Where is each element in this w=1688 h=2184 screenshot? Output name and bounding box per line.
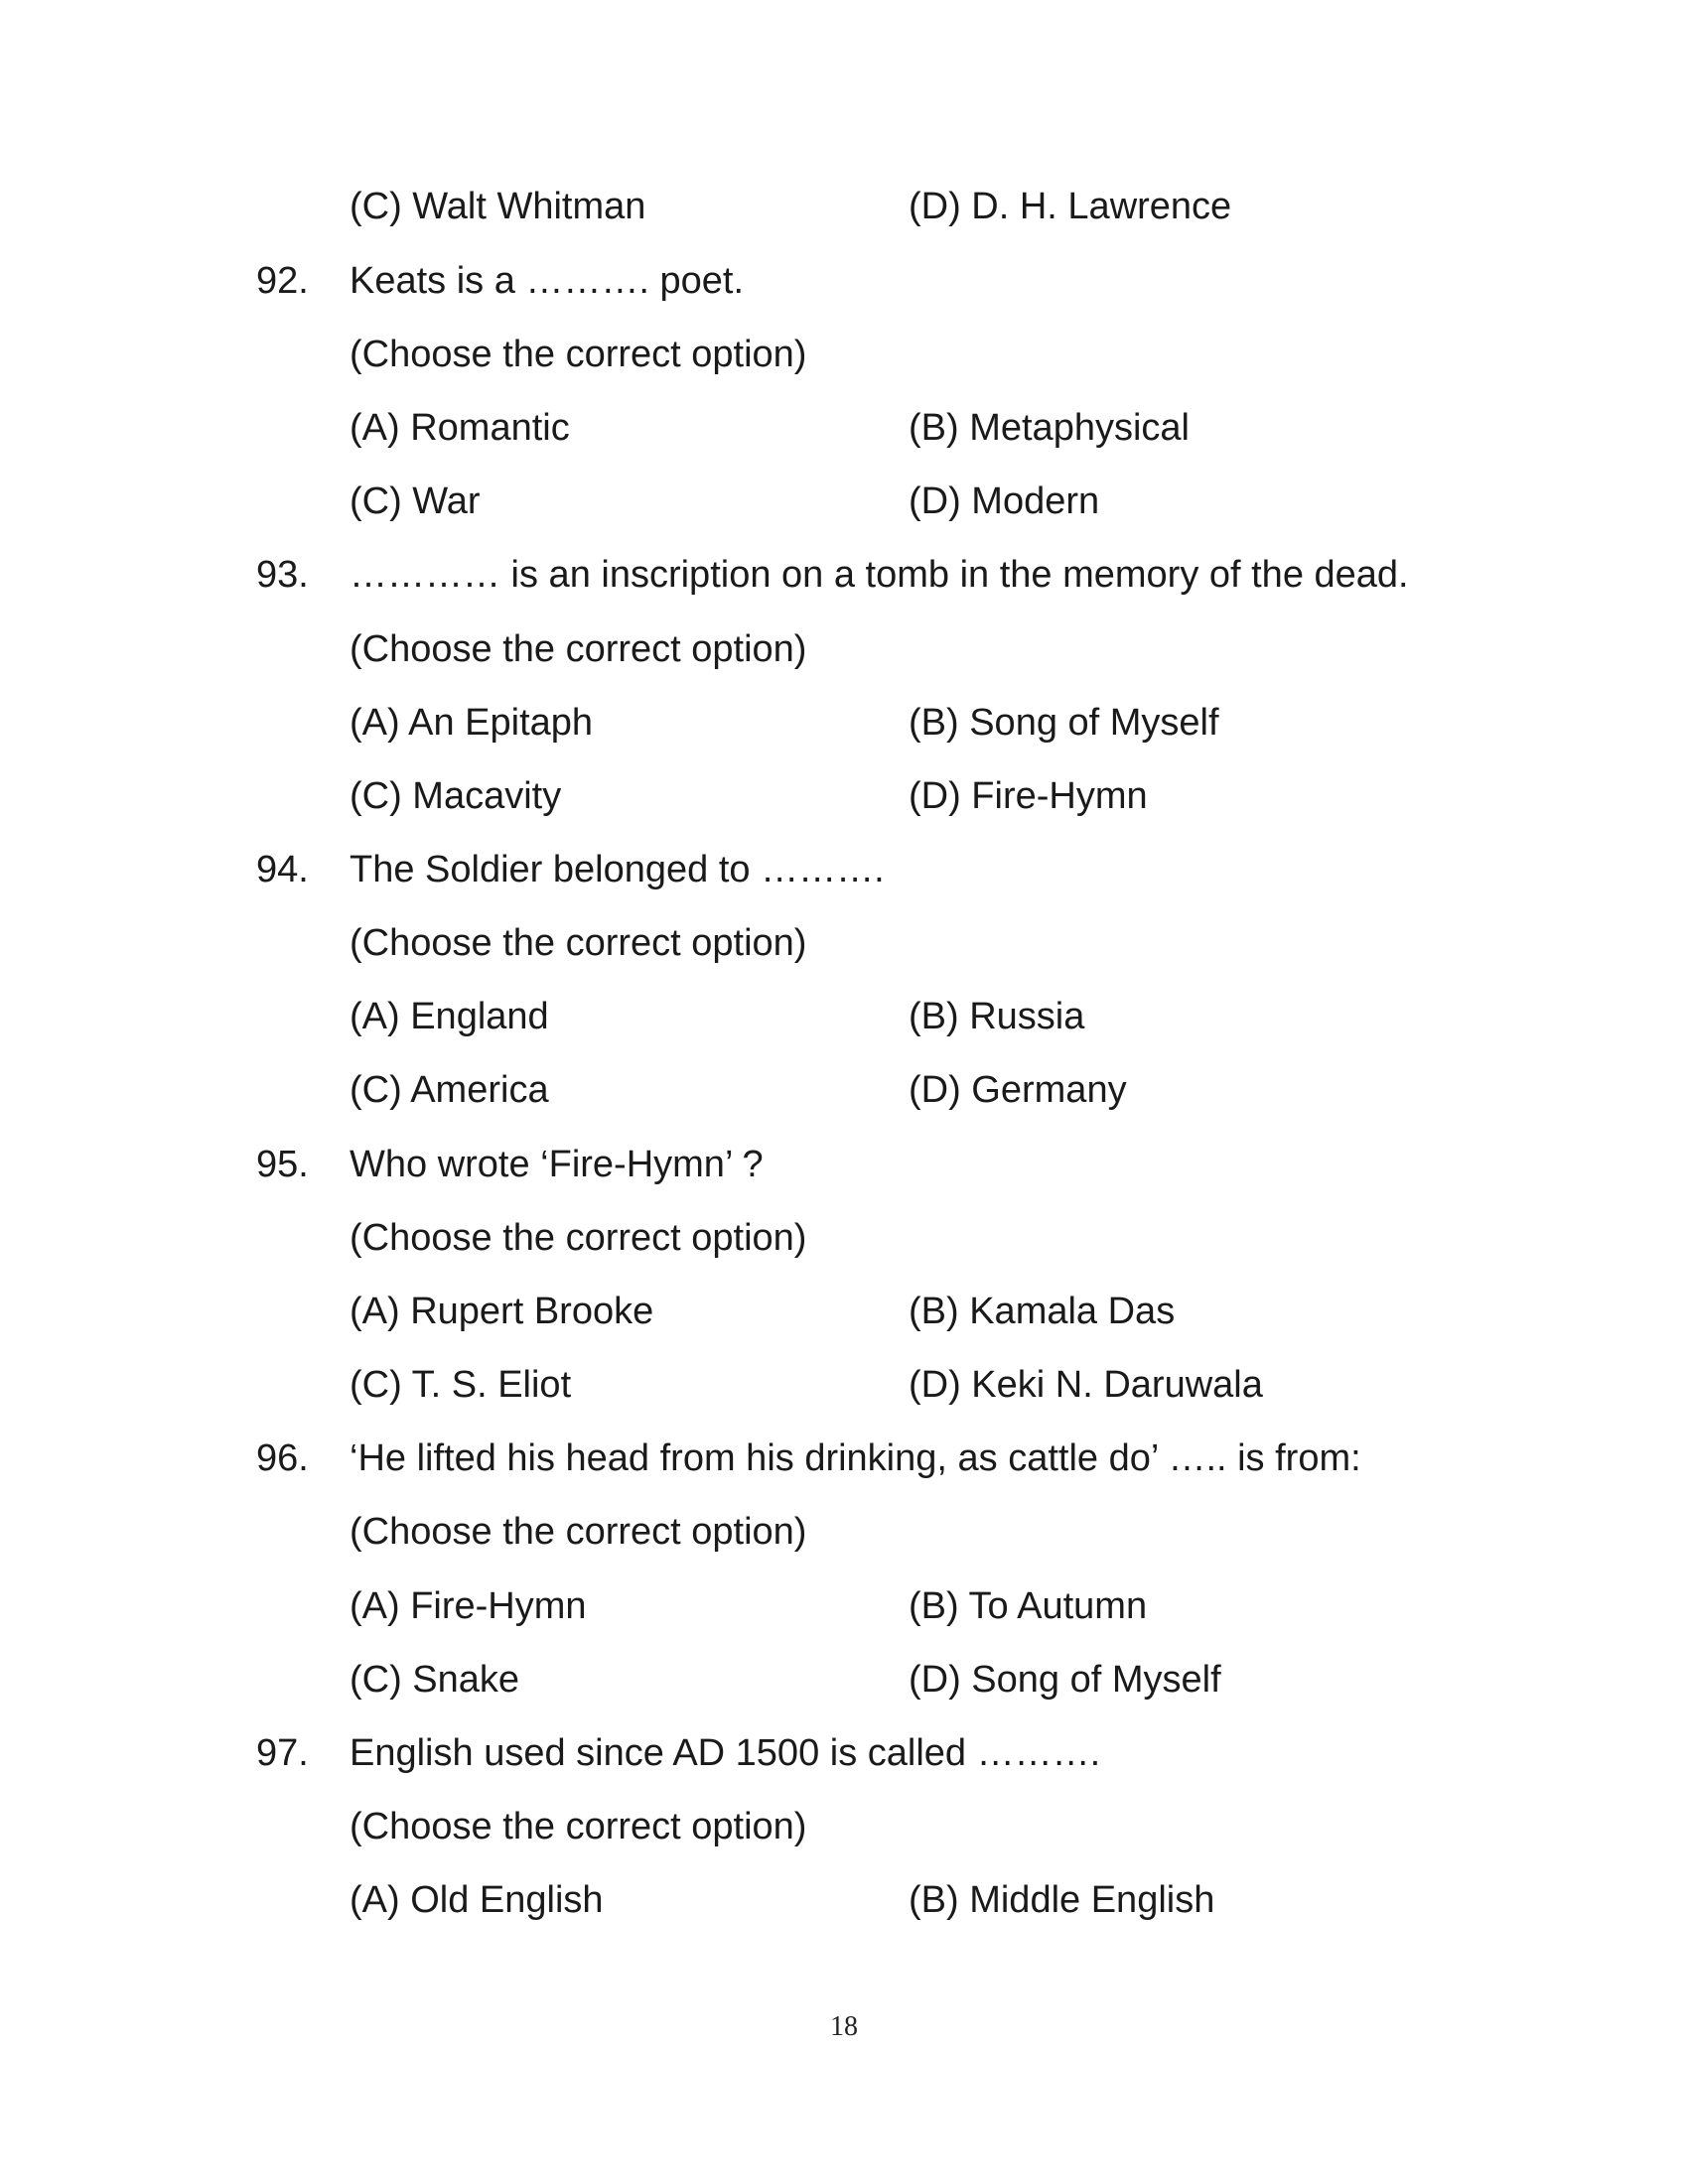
option-d: (D) Song of Myself bbox=[909, 1659, 1221, 1701]
option-d: (D) Fire-Hymn bbox=[909, 775, 1148, 817]
page-number: 18 bbox=[830, 2011, 858, 2042]
option-c: (C) Walt Whitman bbox=[350, 186, 646, 227]
question-instruction: (Choose the correct option) bbox=[350, 334, 807, 375]
option-d: (D) D. H. Lawrence bbox=[909, 186, 1232, 227]
question-instruction: (Choose the correct option) bbox=[350, 1511, 807, 1553]
option-a: (A) An Epitaph bbox=[350, 702, 594, 744]
option-b: (B) Metaphysical bbox=[909, 407, 1190, 449]
option-b: (B) To Autumn bbox=[909, 1585, 1148, 1627]
option-d: (D) Germany bbox=[909, 1069, 1127, 1111]
question-text: The Soldier belonged to ………. bbox=[350, 849, 885, 890]
question-instruction: (Choose the correct option) bbox=[350, 922, 807, 964]
option-a: (A) Old English bbox=[350, 1879, 604, 1921]
option-b: (B) Russia bbox=[909, 996, 1085, 1037]
option-b: (B) Middle English bbox=[909, 1879, 1215, 1921]
option-a: (A) England bbox=[350, 996, 549, 1037]
question-number: 96. bbox=[256, 1437, 309, 1479]
question-number: 92. bbox=[256, 260, 309, 302]
question-text: Who wrote ‘Fire-Hymn’ ? bbox=[350, 1144, 764, 1185]
question-text: ………… is an inscription on a tomb in the memory of the dead. bbox=[350, 554, 1409, 596]
option-c: (C) War bbox=[350, 480, 481, 522]
option-c: (C) Macavity bbox=[350, 775, 562, 817]
question-number: 93. bbox=[256, 554, 309, 596]
option-d: (D) Modern bbox=[909, 480, 1100, 522]
question-number: 97. bbox=[256, 1732, 309, 1774]
option-c: (C) Snake bbox=[350, 1659, 520, 1701]
question-text: Keats is a ………. poet. bbox=[350, 260, 745, 302]
question-text: ‘He lifted his head from his drinking, as cattle do’ ….. is from: bbox=[350, 1437, 1361, 1479]
option-b: (B) Kamala Das bbox=[909, 1291, 1176, 1332]
question-number: 95. bbox=[256, 1144, 309, 1185]
option-a: (A) Rupert Brooke bbox=[350, 1291, 654, 1332]
option-d: (D) Keki N. Daruwala bbox=[909, 1364, 1263, 1406]
question-instruction: (Choose the correct option) bbox=[350, 628, 807, 670]
question-instruction: (Choose the correct option) bbox=[350, 1217, 807, 1259]
question-instruction: (Choose the correct option) bbox=[350, 1806, 807, 1847]
option-b: (B) Song of Myself bbox=[909, 702, 1219, 744]
option-c: (C) America bbox=[350, 1069, 549, 1111]
option-c: (C) T. S. Eliot bbox=[350, 1364, 572, 1406]
option-a: (A) Romantic bbox=[350, 407, 570, 449]
question-text: English used since AD 1500 is called ………. bbox=[350, 1732, 1101, 1774]
option-a: (A) Fire-Hymn bbox=[350, 1585, 587, 1627]
question-number: 94. bbox=[256, 849, 309, 890]
